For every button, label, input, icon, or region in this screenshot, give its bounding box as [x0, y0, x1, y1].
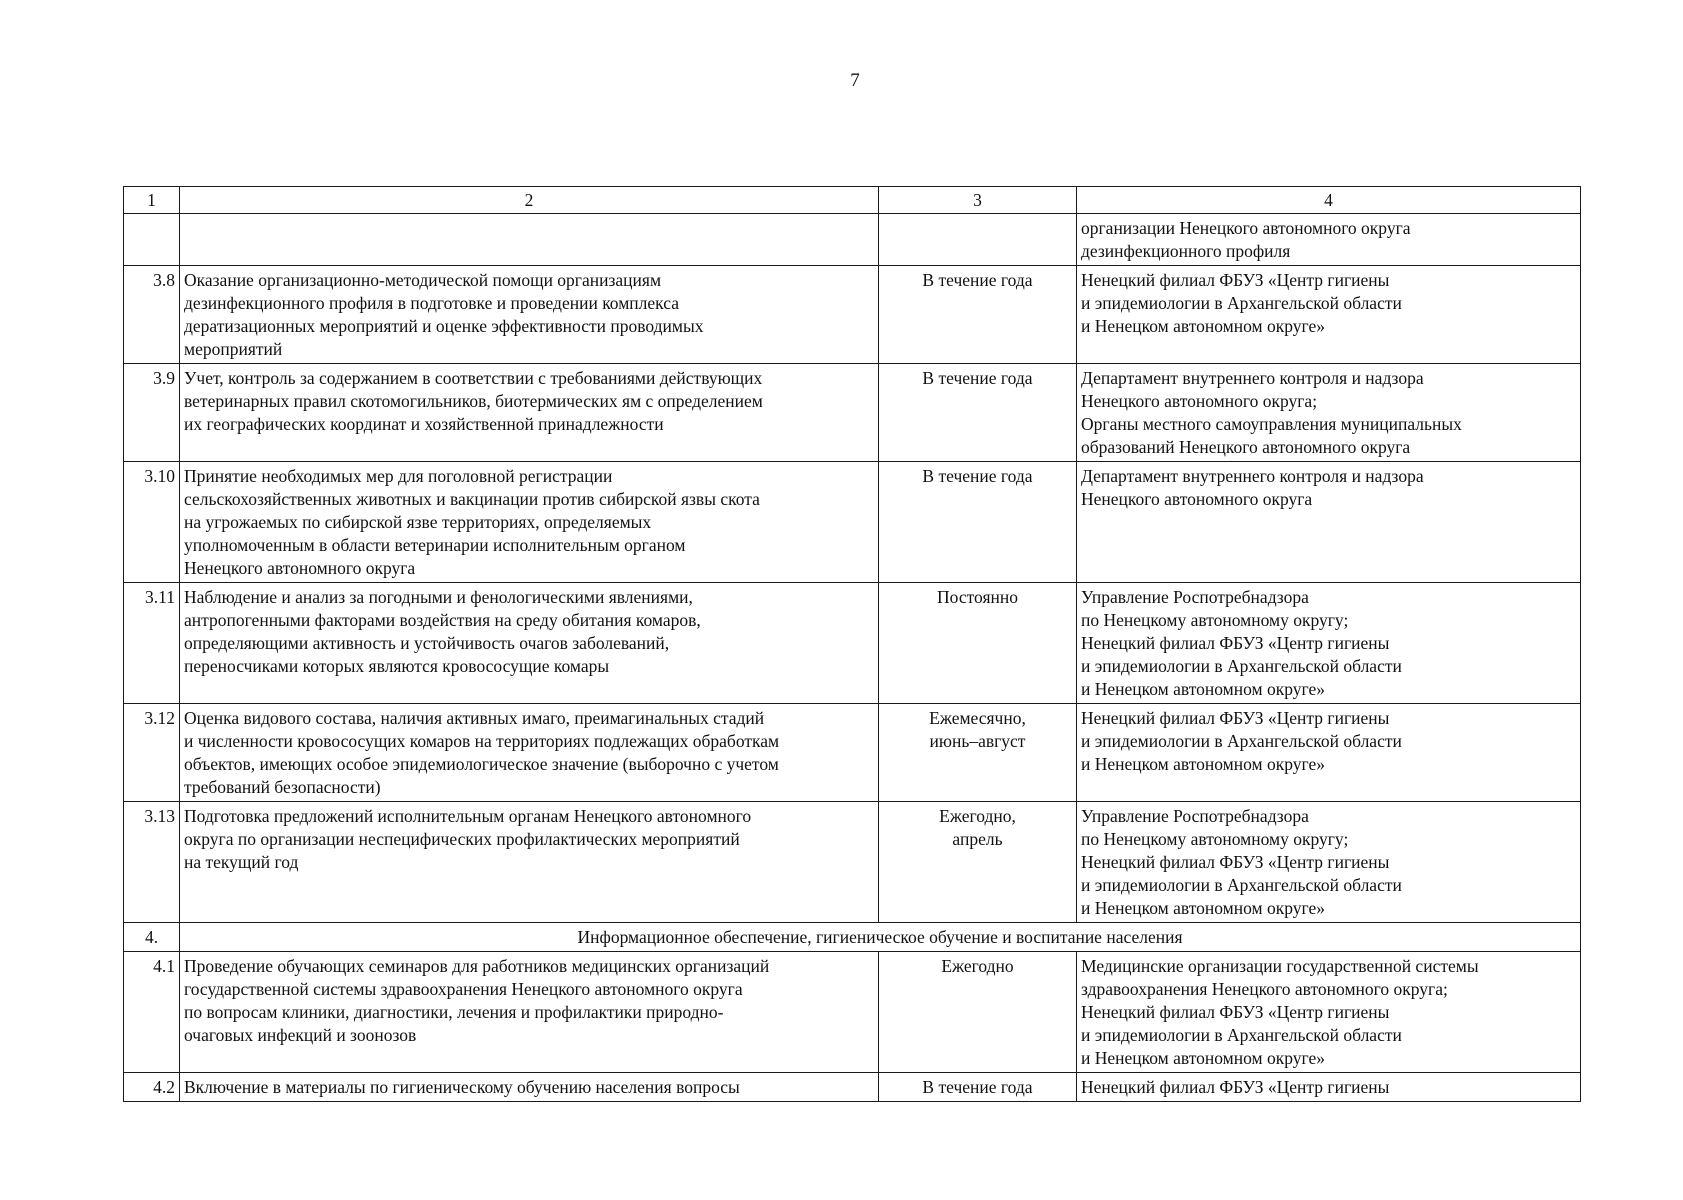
table-row-3-10: [124, 462, 1581, 583]
row-number: 3.13: [124, 802, 180, 923]
row-term: Ежегодно, апрель: [879, 802, 1077, 923]
row-number: 3.10: [124, 462, 180, 583]
column-number-4: 4: [1077, 187, 1581, 214]
section-number: 4.: [124, 923, 180, 952]
row-activity: Оказание организационно-методической помощи организациям дезинфекционного профиля в подготовке и проведении комплекса дератизационных мероприятий и оценке эффективности проводимых мероприятий: [180, 266, 879, 364]
row-executor: Ненецкий филиал ФБУЗ «Центр гигиены и эпидемиологии в Архангельской области и Ненецком автономном округе»: [1077, 266, 1581, 364]
table-row-3-9: [124, 364, 1581, 462]
table-row-3-12: [124, 704, 1581, 802]
row-term: В течение года: [879, 1073, 1077, 1102]
column-number-3: 3: [879, 187, 1077, 214]
row-executor: организации Ненецкого автономного округа дезинфекционного профиля: [1077, 214, 1581, 266]
row-executor: Ненецкий филиал ФБУЗ «Центр гигиены: [1077, 1073, 1581, 1102]
row-executor: Управление Роспотребнадзора по Ненецкому автономному округу; Ненецкий филиал ФБУЗ «Центр гигиены и эпидемиологии в Архангельской области и Ненецком автономном округе»: [1077, 802, 1581, 923]
row-term: Постоянно: [879, 583, 1077, 704]
row-executor: Ненецкий филиал ФБУЗ «Центр гигиены и эпидемиологии в Архангельской области и Ненецком автономном округе»: [1077, 704, 1581, 802]
row-number: 3.8: [124, 266, 180, 364]
column-number-1: 1: [124, 187, 180, 214]
row-term: В течение года: [879, 266, 1077, 364]
table-row-3-13: [124, 802, 1581, 923]
row-term: В течение года: [879, 364, 1077, 462]
row-activity: Наблюдение и анализ за погодными и фенологическими явлениями, антропогенными факторами воздействия на среду обитания комаров, определяющими активность и устойчивость очагов заболеваний, переносчиками которых являются кровососущие комары: [180, 583, 879, 704]
row-activity: Включение в материалы по гигиеническому обучению населения вопросы: [180, 1073, 879, 1102]
measures-table: [123, 186, 1581, 1102]
row-activity: Принятие необходимых мер для поголовной регистрации сельскохозяйственных животных и вакцинации против сибирской язвы скота на угрожаемых по сибирской язве территориях, определяемых уполномоченным в области ветеринарии исполнительным органом Ненецкого автономного округа: [180, 462, 879, 583]
table-row-3-11: [124, 583, 1581, 704]
row-activity: Учет, контроль за содержанием в соответствии с требованиями действующих ветеринарных правил скотомогильников, биотермических ям с определением их географических координат и хозяйственной принадлежности: [180, 364, 879, 462]
row-number: 3.9: [124, 364, 180, 462]
section-row-4: [124, 923, 1581, 952]
row-activity: Оценка видового состава, наличия активных имаго, преимагинальных стадий и численности кровососущих комаров на территориях подлежащих обработкам объектов, имеющих особое эпидемиологическое значение (выборочно с учетом требований безопасности): [180, 704, 879, 802]
row-number: 4.1: [124, 952, 180, 1073]
row-term: [879, 214, 1077, 266]
row-activity: Подготовка предложений исполнительным органам Ненецкого автономного округа по организации неспецифических профилактических мероприятий на текущий год: [180, 802, 879, 923]
row-number: [124, 214, 180, 266]
row-executor: Департамент внутреннего контроля и надзора Ненецкого автономного округа: [1077, 462, 1581, 583]
table-row-4-1: [124, 952, 1581, 1073]
row-term: Ежемесячно, июнь–август: [879, 704, 1077, 802]
row-number: 3.11: [124, 583, 180, 704]
table-row-continuation: [124, 214, 1581, 266]
row-executor: Управление Роспотребнадзора по Ненецкому автономному округу; Ненецкий филиал ФБУЗ «Центр гигиены и эпидемиологии в Архангельской области и Ненецком автономном округе»: [1077, 583, 1581, 704]
table-row-4-2: [124, 1073, 1581, 1102]
row-executor: Департамент внутреннего контроля и надзора Ненецкого автономного округа; Органы местного самоуправления муниципальных образований Ненецкого автономного округа: [1077, 364, 1581, 462]
row-term: Ежегодно: [879, 952, 1077, 1073]
table-row-3-8: [124, 266, 1581, 364]
page-number: 7: [850, 70, 860, 91]
column-number-2: 2: [180, 187, 879, 214]
section-title: Информационное обеспечение, гигиеническое обучение и воспитание населения: [180, 923, 1581, 952]
row-activity: Проведение обучающих семинаров для работников медицинских организаций государственной системы здравоохранения Ненецкого автономного округа по вопросам клиники, диагностики, лечения и профилактики природно- очаговых инфекций и зоонозов: [180, 952, 879, 1073]
row-number: 3.12: [124, 704, 180, 802]
row-term: В течение года: [879, 462, 1077, 583]
column-numbers-row: [124, 187, 1581, 214]
row-number: 4.2: [124, 1073, 180, 1102]
row-executor: Медицинские организации государственной системы здравоохранения Ненецкого автономного округа; Ненецкий филиал ФБУЗ «Центр гигиены и эпидемиологии в Архангельской области и Ненецком автономном округе»: [1077, 952, 1581, 1073]
row-activity: [180, 214, 879, 266]
